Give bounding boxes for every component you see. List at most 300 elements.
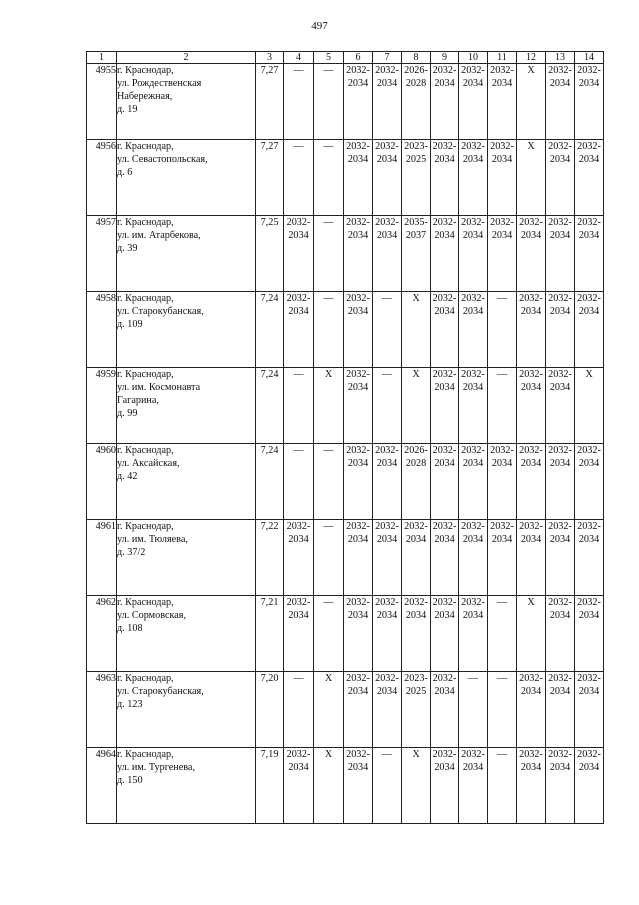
cell-value: 2032- 2034	[461, 141, 485, 165]
cell-value: 2032- 2034	[432, 217, 457, 241]
cell-value: —	[323, 293, 334, 304]
address-line: д. 99	[117, 408, 138, 419]
value-cell-col3: 7,22	[256, 520, 284, 596]
cell-value: 2032- 2034	[577, 749, 601, 773]
cell-value: 2032- 2034	[461, 521, 485, 545]
value-cell-col9	[431, 520, 459, 596]
cell-value: 2032- 2034	[346, 673, 370, 697]
row-number-cell: 4956	[87, 140, 117, 216]
value-cell-col8	[402, 748, 431, 824]
value-cell-col5	[314, 64, 344, 140]
address-line: г. Краснодар,	[117, 597, 174, 608]
cell-value: 2032- 2034	[375, 217, 399, 241]
cell-value: 2026- 2028	[404, 445, 428, 469]
table-row	[87, 596, 604, 672]
value-cell-col6	[344, 520, 373, 596]
address-cell	[117, 292, 256, 368]
value-cell-col8	[402, 292, 431, 368]
value-cell-col11	[488, 596, 517, 672]
value-cell-col3: 7,24	[256, 368, 284, 444]
cell-value: 2032- 2034	[490, 217, 514, 241]
cell-value: 2032- 2034	[490, 445, 514, 469]
address-line: ул. им. Атарбекова,	[117, 230, 201, 241]
value-cell-col10	[459, 444, 488, 520]
value-cell-col7	[373, 292, 402, 368]
cell-value: 2032- 2034	[577, 597, 601, 621]
cell-value: 2032- 2034	[577, 521, 601, 545]
address-line: г. Краснодар,	[117, 141, 174, 152]
value-cell-col3: 7,20	[256, 672, 284, 748]
address-line: ул. Сормовская,	[117, 610, 187, 621]
address-line: ул. им. Тургенева,	[117, 762, 196, 773]
address-line: ул. Старокубанская,	[117, 686, 204, 697]
value-cell-col12	[517, 596, 546, 672]
value-cell-col7	[373, 672, 402, 748]
cell-value: X	[324, 749, 333, 760]
cell-value: 2032- 2034	[577, 141, 601, 165]
value-cell-col9	[431, 672, 459, 748]
table-row	[87, 520, 604, 596]
cell-value: —	[323, 597, 334, 608]
row-number-cell: 4964	[87, 748, 117, 824]
cell-value: X	[324, 673, 333, 684]
value-cell-col5	[314, 748, 344, 824]
cell-value: 2032- 2034	[461, 293, 485, 317]
cell-value: —	[467, 673, 479, 684]
table-row	[87, 672, 604, 748]
cell-value: —	[293, 369, 304, 380]
schedule-table	[86, 51, 604, 824]
column-header: 10	[459, 52, 488, 64]
cell-value: 2032- 2034	[432, 369, 457, 393]
address-line: г. Краснодар,	[117, 749, 174, 760]
cell-value: 2032- 2034	[432, 749, 457, 773]
table-row	[87, 216, 604, 292]
address-cell	[117, 748, 256, 824]
value-cell-col10	[459, 292, 488, 368]
value-cell-col9	[431, 368, 459, 444]
value-cell-col7	[373, 368, 402, 444]
value-cell-col12	[517, 368, 546, 444]
value-cell-col8	[402, 672, 431, 748]
address-line: ул. им. Космонавта	[117, 382, 201, 393]
cell-value: 2032- 2034	[577, 65, 601, 89]
cell-value: —	[293, 445, 304, 456]
value-cell-col11	[488, 672, 517, 748]
value-cell-col4	[284, 748, 314, 824]
value-cell-col12	[517, 64, 546, 140]
value-cell-col3: 7,24	[256, 444, 284, 520]
value-cell-col11	[488, 140, 517, 216]
cell-value: 2032- 2034	[548, 217, 572, 241]
row-number-cell: 4957	[87, 216, 117, 292]
cell-value: X	[412, 369, 420, 380]
cell-value: 2032- 2034	[519, 369, 543, 393]
value-cell-col6	[344, 444, 373, 520]
value-cell-col8	[402, 368, 431, 444]
address-cell	[117, 672, 256, 748]
column-header: 12	[517, 52, 546, 64]
cell-value: 2032- 2034	[490, 521, 514, 545]
value-cell-col9	[431, 596, 459, 672]
value-cell-col10	[459, 748, 488, 824]
column-header: 3	[256, 52, 284, 64]
address-line: г. Краснодар,	[117, 445, 174, 456]
value-cell-col5	[314, 444, 344, 520]
cell-value: 2032- 2034	[286, 749, 311, 773]
cell-value: 2023- 2025	[404, 141, 428, 165]
address-line: д. 150	[117, 775, 143, 786]
row-number-cell: 4959	[87, 368, 117, 444]
cell-value: 2032- 2034	[577, 217, 601, 241]
cell-value: X	[412, 749, 420, 760]
cell-value: —	[323, 445, 334, 456]
row-number-cell: 4960	[87, 444, 117, 520]
value-cell-col14	[575, 368, 604, 444]
value-cell-col12	[517, 520, 546, 596]
cell-value: 2032- 2034	[346, 597, 370, 621]
address-cell	[117, 444, 256, 520]
value-cell-col7	[373, 520, 402, 596]
value-cell-col4	[284, 140, 314, 216]
cell-value: 2032- 2034	[461, 445, 485, 469]
cell-value: —	[496, 749, 508, 760]
cell-value: 2032- 2034	[375, 673, 399, 697]
cell-value: 2032- 2034	[519, 217, 543, 241]
cell-value: X	[585, 369, 593, 380]
value-cell-col11	[488, 64, 517, 140]
value-cell-col4	[284, 292, 314, 368]
value-cell-col13	[546, 140, 575, 216]
value-cell-col9	[431, 64, 459, 140]
address-line: Гагарина,	[117, 395, 159, 406]
cell-value: 2032- 2034	[577, 673, 601, 697]
row-number-cell: 4955	[87, 64, 117, 140]
cell-value: X	[324, 369, 333, 380]
column-header: 4	[284, 52, 314, 64]
value-cell-col7	[373, 444, 402, 520]
value-cell-col12	[517, 444, 546, 520]
cell-value: 2032- 2034	[577, 445, 601, 469]
cell-value: X	[527, 141, 535, 152]
address-cell	[117, 64, 256, 140]
value-cell-col14	[575, 444, 604, 520]
cell-value: —	[323, 217, 334, 228]
value-cell-col12	[517, 140, 546, 216]
address-line: ул. Севастопольская,	[117, 154, 208, 165]
cell-value: 2032- 2034	[461, 217, 485, 241]
column-header: 8	[402, 52, 431, 64]
value-cell-col14	[575, 64, 604, 140]
column-header: 1	[87, 52, 117, 64]
cell-value: 2032- 2034	[548, 673, 572, 697]
value-cell-col5	[314, 368, 344, 444]
cell-value: 2032- 2034	[519, 749, 543, 773]
address-line: д. 37/2	[117, 547, 146, 558]
row-number-cell: 4958	[87, 292, 117, 368]
value-cell-col10	[459, 216, 488, 292]
value-cell-col14	[575, 672, 604, 748]
value-cell-col8	[402, 64, 431, 140]
value-cell-col9	[431, 216, 459, 292]
cell-value: 2032- 2034	[375, 597, 399, 621]
value-cell-col10	[459, 140, 488, 216]
value-cell-col8	[402, 596, 431, 672]
address-line: д. 39	[117, 243, 138, 254]
address-cell	[117, 368, 256, 444]
cell-value: 2032- 2034	[404, 597, 428, 621]
cell-value: —	[293, 141, 304, 152]
value-cell-col3: 7,27	[256, 140, 284, 216]
value-cell-col3: 7,19	[256, 748, 284, 824]
cell-value: X	[527, 65, 535, 76]
table-body	[87, 64, 604, 824]
value-cell-col13	[546, 444, 575, 520]
cell-value: 2032- 2034	[286, 293, 311, 317]
value-cell-col4	[284, 520, 314, 596]
address-line: г. Краснодар,	[117, 217, 174, 228]
column-number-row	[87, 52, 604, 64]
value-cell-col8	[402, 216, 431, 292]
cell-value: 2032- 2034	[346, 141, 370, 165]
value-cell-col12	[517, 672, 546, 748]
address-line: ул. Старокубанская,	[117, 306, 204, 317]
column-header: 11	[488, 52, 517, 64]
value-cell-col7	[373, 748, 402, 824]
table-row	[87, 64, 604, 140]
value-cell-col5	[314, 672, 344, 748]
cell-value: 2032- 2034	[577, 293, 601, 317]
cell-value: —	[323, 521, 334, 532]
cell-value: 2032- 2034	[490, 141, 514, 165]
cell-value: 2032- 2034	[461, 65, 485, 89]
row-number-cell: 4962	[87, 596, 117, 672]
cell-value: 2032- 2034	[548, 141, 572, 165]
cell-value: 2032- 2034	[432, 141, 457, 165]
address-line: д. 109	[117, 319, 143, 330]
value-cell-col6	[344, 140, 373, 216]
address-line: д. 6	[117, 167, 133, 178]
cell-value: 2032- 2034	[432, 597, 457, 621]
address-cell	[117, 596, 256, 672]
cell-value: 2032- 2034	[404, 521, 428, 545]
cell-value: —	[323, 65, 334, 76]
value-cell-col14	[575, 292, 604, 368]
value-cell-col9	[431, 292, 459, 368]
address-line: г. Краснодар,	[117, 521, 174, 532]
cell-value: —	[381, 749, 393, 760]
address-line: г. Краснодар,	[117, 369, 174, 380]
cell-value: 2026- 2028	[404, 65, 428, 89]
value-cell-col5	[314, 596, 344, 672]
column-header: 5	[314, 52, 344, 64]
address-line: д. 19	[117, 104, 138, 115]
value-cell-col4	[284, 444, 314, 520]
value-cell-col8	[402, 520, 431, 596]
value-cell-col14	[575, 216, 604, 292]
cell-value: 2032- 2034	[346, 65, 370, 89]
cell-value: —	[323, 141, 334, 152]
address-line: г. Краснодар,	[117, 673, 174, 684]
value-cell-col13	[546, 368, 575, 444]
value-cell-col7	[373, 140, 402, 216]
value-cell-col3: 7,27	[256, 64, 284, 140]
value-cell-col13	[546, 596, 575, 672]
value-cell-col10	[459, 672, 488, 748]
cell-value: 2032- 2034	[375, 445, 399, 469]
value-cell-col14	[575, 520, 604, 596]
value-cell-col6	[344, 368, 373, 444]
cell-value: 2032- 2034	[461, 749, 485, 773]
value-cell-col6	[344, 216, 373, 292]
cell-value: 2032- 2034	[375, 65, 399, 89]
value-cell-col3: 7,25	[256, 216, 284, 292]
address-line: г. Краснодар,	[117, 65, 174, 76]
row-number-cell: 4961	[87, 520, 117, 596]
value-cell-col10	[459, 368, 488, 444]
value-cell-col4	[284, 368, 314, 444]
cell-value: 2032- 2034	[375, 141, 399, 165]
cell-value: 2032- 2034	[548, 597, 572, 621]
column-header: 13	[546, 52, 575, 64]
value-cell-col14	[575, 748, 604, 824]
cell-value: 2032- 2034	[286, 521, 311, 545]
cell-value: 2032- 2034	[548, 65, 572, 89]
cell-value: —	[496, 597, 508, 608]
table-row	[87, 140, 604, 216]
address-line: ул. им. Тюляева,	[117, 534, 188, 545]
value-cell-col10	[459, 596, 488, 672]
value-cell-col6	[344, 64, 373, 140]
value-cell-col12	[517, 216, 546, 292]
value-cell-col8	[402, 140, 431, 216]
cell-value: 2032- 2034	[519, 673, 543, 697]
address-cell	[117, 520, 256, 596]
cell-value: 2032- 2034	[432, 65, 457, 89]
value-cell-col13	[546, 216, 575, 292]
cell-value: —	[293, 65, 304, 76]
column-header: 2	[117, 52, 256, 64]
value-cell-col8	[402, 444, 431, 520]
value-cell-col6	[344, 596, 373, 672]
address-line: г. Краснодар,	[117, 293, 174, 304]
cell-value: 2032- 2034	[346, 293, 370, 317]
cell-value: 2032- 2034	[346, 749, 370, 773]
value-cell-col11	[488, 292, 517, 368]
cell-value: 2032- 2034	[375, 521, 399, 545]
address-line: ул. Рождественская	[117, 78, 202, 89]
address-line: Набережная,	[117, 91, 173, 102]
value-cell-col12	[517, 748, 546, 824]
cell-value: X	[412, 293, 420, 304]
value-cell-col7	[373, 216, 402, 292]
cell-value: 2032- 2034	[490, 65, 514, 89]
table-row	[87, 292, 604, 368]
cell-value: 2032- 2034	[346, 521, 370, 545]
cell-value: X	[527, 597, 535, 608]
value-cell-col5	[314, 140, 344, 216]
column-header: 7	[373, 52, 402, 64]
cell-value: 2032- 2034	[286, 597, 311, 621]
cell-value: 2032- 2034	[548, 369, 572, 393]
value-cell-col9	[431, 748, 459, 824]
value-cell-col4	[284, 596, 314, 672]
column-header: 6	[344, 52, 373, 64]
table-row	[87, 368, 604, 444]
value-cell-col3: 7,21	[256, 596, 284, 672]
cell-value: 2032- 2034	[461, 597, 485, 621]
value-cell-col5	[314, 292, 344, 368]
address-cell	[117, 140, 256, 216]
value-cell-col6	[344, 748, 373, 824]
cell-value: 2032- 2034	[548, 293, 572, 317]
cell-value: 2032- 2034	[346, 445, 370, 469]
cell-value: 2032- 2034	[548, 445, 572, 469]
cell-value: 2032- 2034	[432, 673, 457, 697]
cell-value: 2032- 2034	[519, 445, 543, 469]
value-cell-col13	[546, 520, 575, 596]
value-cell-col7	[373, 596, 402, 672]
value-cell-col12	[517, 292, 546, 368]
cell-value: 2032- 2034	[346, 369, 370, 393]
value-cell-col4	[284, 64, 314, 140]
value-cell-col13	[546, 292, 575, 368]
column-header: 9	[431, 52, 459, 64]
value-cell-col7	[373, 64, 402, 140]
address-line: д. 108	[117, 623, 143, 634]
value-cell-col9	[431, 140, 459, 216]
cell-value: 2032- 2034	[548, 749, 572, 773]
value-cell-col5	[314, 520, 344, 596]
cell-value: 2032- 2034	[432, 445, 457, 469]
address-line: ул. Аксайская,	[117, 458, 180, 469]
cell-value: —	[496, 369, 508, 380]
value-cell-col14	[575, 596, 604, 672]
address-line: д. 123	[117, 699, 143, 710]
cell-value: —	[381, 369, 393, 380]
cell-value: 2032- 2034	[286, 217, 311, 241]
value-cell-col5	[314, 216, 344, 292]
cell-value: —	[293, 673, 304, 684]
value-cell-col13	[546, 672, 575, 748]
cell-value: —	[496, 673, 508, 684]
value-cell-col10	[459, 520, 488, 596]
cell-value: 2032- 2034	[461, 369, 485, 393]
cell-value: 2032- 2034	[548, 521, 572, 545]
column-header: 14	[575, 52, 604, 64]
value-cell-col11	[488, 520, 517, 596]
value-cell-col13	[546, 64, 575, 140]
cell-value: 2032- 2034	[519, 293, 543, 317]
table-row	[87, 748, 604, 824]
value-cell-col9	[431, 444, 459, 520]
cell-value: 2023- 2025	[404, 673, 428, 697]
value-cell-col11	[488, 444, 517, 520]
cell-value: 2032- 2034	[432, 293, 457, 317]
row-number-cell: 4963	[87, 672, 117, 748]
value-cell-col14	[575, 140, 604, 216]
value-cell-col11	[488, 216, 517, 292]
cell-value: —	[381, 293, 393, 304]
value-cell-col11	[488, 368, 517, 444]
value-cell-col13	[546, 748, 575, 824]
cell-value: 2032- 2034	[432, 521, 457, 545]
value-cell-col4	[284, 216, 314, 292]
value-cell-col10	[459, 64, 488, 140]
address-cell	[117, 216, 256, 292]
value-cell-col6	[344, 672, 373, 748]
cell-value: 2032- 2034	[519, 521, 543, 545]
